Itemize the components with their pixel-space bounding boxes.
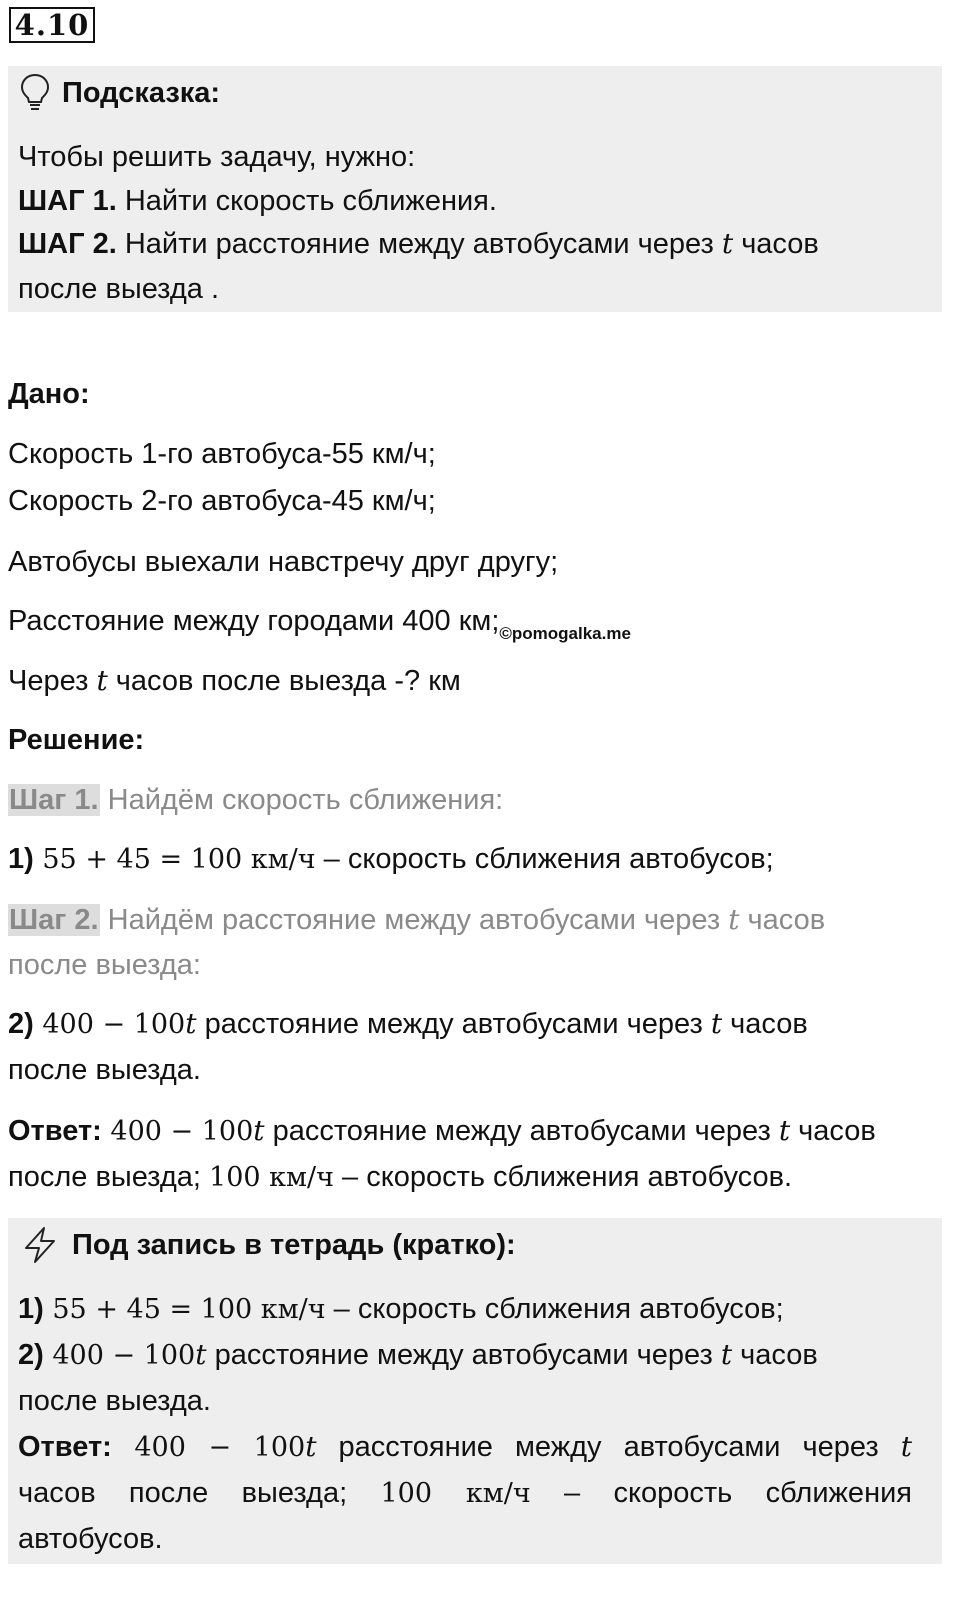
solution-answer-line2-a: после выезда; bbox=[8, 1161, 210, 1193]
solution-answer-var: t bbox=[253, 1114, 265, 1147]
solution-item-2-var: t bbox=[185, 1007, 197, 1040]
given-line-5-a: Через bbox=[8, 665, 97, 697]
problem-number: 4.10 bbox=[9, 7, 95, 43]
solution-step2-label: Шаг 2. bbox=[9, 904, 99, 936]
hint-title: Подсказка: bbox=[62, 77, 221, 109]
solution-item-2 bbox=[8, 1007, 808, 1042]
notes-answer-var: t bbox=[305, 1430, 317, 1463]
notes-answer bbox=[18, 1430, 912, 1465]
solution-step1-text: Найдём скорость сближения: bbox=[99, 784, 504, 816]
solution-step2-var: t bbox=[728, 903, 740, 936]
notes-item-2-var: t bbox=[195, 1338, 207, 1371]
hint-step1 bbox=[18, 184, 497, 218]
notes-answer-line2 bbox=[18, 1476, 912, 1511]
hint-step1-text: Найти скорость сближения. bbox=[116, 185, 497, 217]
solution-answer-line2-math: 100 км/ч bbox=[209, 1162, 334, 1193]
solution-item-2-text-b: часов bbox=[722, 1008, 808, 1040]
notes-item-2-line2: после выезда. bbox=[18, 1385, 211, 1417]
solution-item-2-var2: t bbox=[710, 1007, 723, 1040]
solution-item-2-line2: после выезда. bbox=[8, 1054, 201, 1086]
notes-item-2-math: 400 − 100 bbox=[43, 1340, 196, 1371]
solution-item-2-num: 2) bbox=[8, 1008, 34, 1040]
hint-step2-line2: после выезда . bbox=[18, 273, 220, 305]
given-line-4 bbox=[8, 604, 631, 651]
solution-answer-text: расстояние между автобусами через bbox=[264, 1115, 779, 1147]
given-line-2: Скорость 2-го автобуса-45 км/ч; bbox=[8, 485, 436, 517]
notes-item-2 bbox=[18, 1338, 818, 1373]
given-line-3: Автобусы выехали навстречу друг другу; bbox=[8, 546, 559, 578]
solution-step2-line2: после выезда: bbox=[8, 949, 201, 981]
solution-answer-line2 bbox=[8, 1160, 792, 1195]
lightbulb-icon bbox=[18, 72, 52, 112]
notes-item-1-text: – скорость сближения автобусов; bbox=[325, 1293, 784, 1325]
solution-step1 bbox=[8, 783, 503, 817]
solution-step2 bbox=[8, 903, 825, 937]
notes-title: Под запись в тетрадь (кратко): bbox=[72, 1229, 516, 1261]
watermark: ©pomogalka.me bbox=[499, 624, 631, 643]
solution-item-1 bbox=[8, 842, 774, 877]
notes-answer-line2-math: 100 км/ч bbox=[380, 1478, 531, 1509]
solution-title: Решение: bbox=[8, 724, 145, 756]
given-line-1: Скорость 1-го автобуса-55 км/ч; bbox=[8, 438, 436, 470]
notes-answer-line2-b: – скорость сближения bbox=[530, 1477, 912, 1509]
solution-answer-line2-b: – скорость сближения автобусов. bbox=[333, 1161, 793, 1193]
hint-intro: Чтобы решить задачу, нужно: bbox=[18, 141, 416, 173]
notes-item-1 bbox=[18, 1292, 784, 1327]
solution-item-1-text: – скорость сближения автобусов; bbox=[315, 843, 774, 875]
notes-item-2-num: 2) bbox=[18, 1339, 44, 1371]
notes-item-2-text: расстояние между автобусами через bbox=[206, 1339, 721, 1371]
notes-item-1-num: 1) bbox=[18, 1293, 44, 1325]
given-line-5-b: часов после выезда -? км bbox=[107, 665, 461, 697]
solution-answer bbox=[8, 1114, 876, 1149]
solution-answer-var2: t bbox=[778, 1114, 791, 1147]
notes-answer-var2: t bbox=[900, 1430, 912, 1463]
lightning-icon bbox=[20, 1225, 60, 1265]
solution-answer-label: Ответ: bbox=[8, 1115, 102, 1147]
notes-item-1-math: 55 + 45 = 100 км/ч bbox=[43, 1294, 326, 1325]
solution-item-1-num: 1) bbox=[8, 843, 34, 875]
solution-step2-text-b: часов bbox=[739, 904, 826, 936]
given-line-5 bbox=[8, 664, 461, 698]
hint-step2-text: Найти расстояние между автобусами через bbox=[116, 228, 722, 260]
solution-step1-label: Шаг 1. bbox=[9, 784, 99, 816]
notes-answer-text: расстояние между автобусами через bbox=[316, 1431, 901, 1463]
given-line-4-text: Расстояние между городами 400 км; bbox=[8, 605, 500, 637]
notes-answer-label: Ответ: bbox=[18, 1431, 112, 1463]
hint-step1-label: ШАГ 1. bbox=[18, 185, 117, 217]
solution-item-2-text: расстояние между автобусами через bbox=[196, 1008, 711, 1040]
solution-item-2-math: 400 − 100 bbox=[33, 1009, 186, 1040]
hint-step2 bbox=[18, 227, 819, 261]
notes-item-2-text-b: часов bbox=[732, 1339, 818, 1371]
hint-step2-label: ШАГ 2. bbox=[18, 228, 117, 260]
hint-step2-text-b: часов bbox=[733, 228, 819, 260]
hint-step2-var: t bbox=[721, 227, 734, 260]
given-title: Дано: bbox=[8, 378, 90, 410]
notes-answer-line3: автобусов. bbox=[18, 1523, 163, 1555]
notes-answer-line2-a: часов после выезда; bbox=[18, 1477, 381, 1509]
given-line-5-var: t bbox=[96, 664, 108, 697]
notes-item-2-var2: t bbox=[720, 1338, 733, 1371]
solution-answer-text-b: часов bbox=[790, 1115, 876, 1147]
solution-answer-math: 400 − 100 bbox=[101, 1116, 254, 1147]
solution-step2-text: Найдём расстояние между автобусами через bbox=[99, 904, 729, 936]
solution-item-1-math: 55 + 45 = 100 км/ч bbox=[33, 844, 316, 875]
notes-answer-math: 400 − 100 bbox=[111, 1432, 306, 1463]
